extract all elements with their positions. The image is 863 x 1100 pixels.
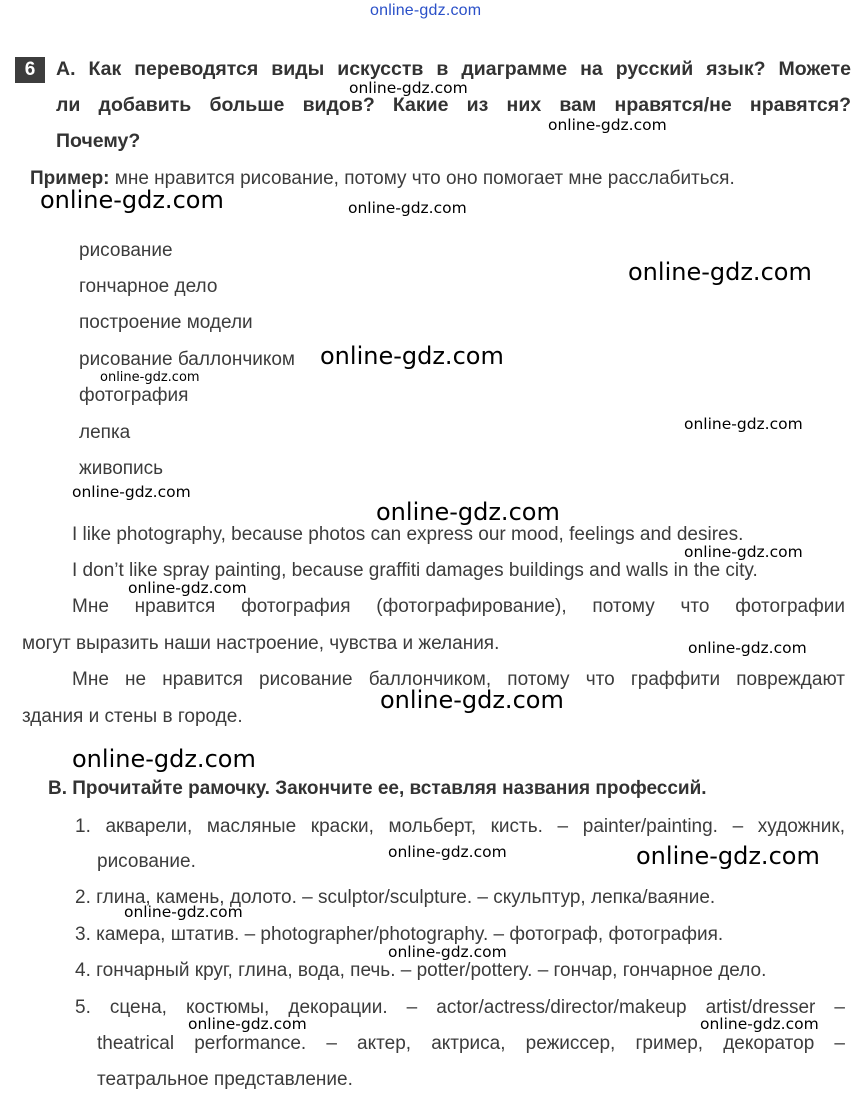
part-b-item-5-line-2: theatrical performance. – актер, актриса, режиссер, гример, декоратор – [97, 1033, 845, 1054]
watermark: online-gdz.com [349, 79, 468, 97]
part-b-item-5-line-3: театральное представление. [97, 1069, 353, 1090]
watermark: online-gdz.com [348, 199, 467, 217]
list-item: лепка [79, 422, 131, 443]
task-a-line-1: А. Как переводятся виды искусств в диаграмме на русский язык? Можете [56, 58, 851, 80]
watermark: online-gdz.com [376, 498, 560, 526]
answer-russian-1-line-2: могут выразить наши настроение, чувства и желания. [22, 633, 500, 654]
watermark: online-gdz.com [72, 483, 191, 501]
watermark: online-gdz.com [388, 843, 507, 861]
task-a-line-3: Почему? [56, 130, 141, 152]
watermark: online-gdz.com [380, 686, 564, 714]
answer-english-2: I don’t like spray painting, because graffiti damages buildings and walls in the city. [72, 560, 758, 581]
list-item: рисование [79, 240, 173, 261]
part-b-item-4: 4. гончарный круг, глина, вода, печь. – potter/pottery. – гончар, гончарное дело. [75, 960, 767, 981]
watermark: online-gdz.com [548, 116, 667, 134]
task-number-badge: 6 [15, 57, 45, 83]
list-item: гончарное дело [79, 276, 218, 297]
watermark: online-gdz.com [320, 342, 504, 370]
watermark: online-gdz.com [700, 1015, 819, 1033]
watermark: online-gdz.com [684, 543, 803, 561]
watermark: online-gdz.com [188, 1015, 307, 1033]
watermark: online-gdz.com [688, 639, 807, 657]
site-header-logo: online-gdz.com [370, 2, 482, 19]
answer-russian-1-line-1: Мне нравится фотография (фотографирование), потому что фотографии [72, 596, 845, 617]
task-a-line-2: ли добавить больше видов? Какие из них вам нравятся/не нравятся? [56, 94, 851, 116]
list-item: рисование баллончиком [79, 349, 295, 370]
watermark: online-gdz.com [628, 258, 812, 286]
watermark: online-gdz.com [72, 745, 256, 773]
part-b-item-1-line-1: 1. акварели, масляные краски, мольберт, кисть. – painter/painting. – художник, [75, 816, 845, 837]
list-item: построение модели [79, 312, 253, 333]
watermark: online-gdz.com [636, 842, 820, 870]
list-item: фотография [79, 385, 189, 406]
answer-russian-2-line-1: Мне не нравится рисование баллончиком, потому что граффити повреждают [72, 669, 845, 690]
watermark: online-gdz.com [128, 579, 247, 597]
answer-russian-2-line-2: здания и стены в городе. [22, 706, 243, 727]
watermark: online-gdz.com [100, 370, 200, 385]
watermark: online-gdz.com [124, 903, 243, 921]
watermark: online-gdz.com [388, 943, 507, 961]
watermark: online-gdz.com [40, 186, 224, 214]
list-item: живопись [79, 458, 164, 479]
example-text: мне нравится рисование, потому что оно помогает мне расслабиться. [109, 168, 735, 189]
part-b-item-2: 2. глина, камень, долото. – sculptor/sculpture. – скульптур, лепка/ваяние. [75, 887, 716, 908]
part-b-item-5-line-1: 5. сцена, костюмы, декорации. – actor/actress/director/makeup artist/dresser – [75, 997, 845, 1018]
watermark: online-gdz.com [684, 415, 803, 433]
part-b-heading: В. Прочитайте рамочку. Закончите ее, вставляя названия профессий. [48, 778, 707, 799]
answer-english-1: I like photography, because photos can express our mood, feelings and desires. [72, 524, 744, 545]
part-b-item-1-line-2: рисование. [97, 851, 196, 872]
example-label: Пример: [30, 168, 110, 189]
part-b-item-3: 3. камера, штатив. – photographer/photography. – фотограф, фотография. [75, 924, 724, 945]
